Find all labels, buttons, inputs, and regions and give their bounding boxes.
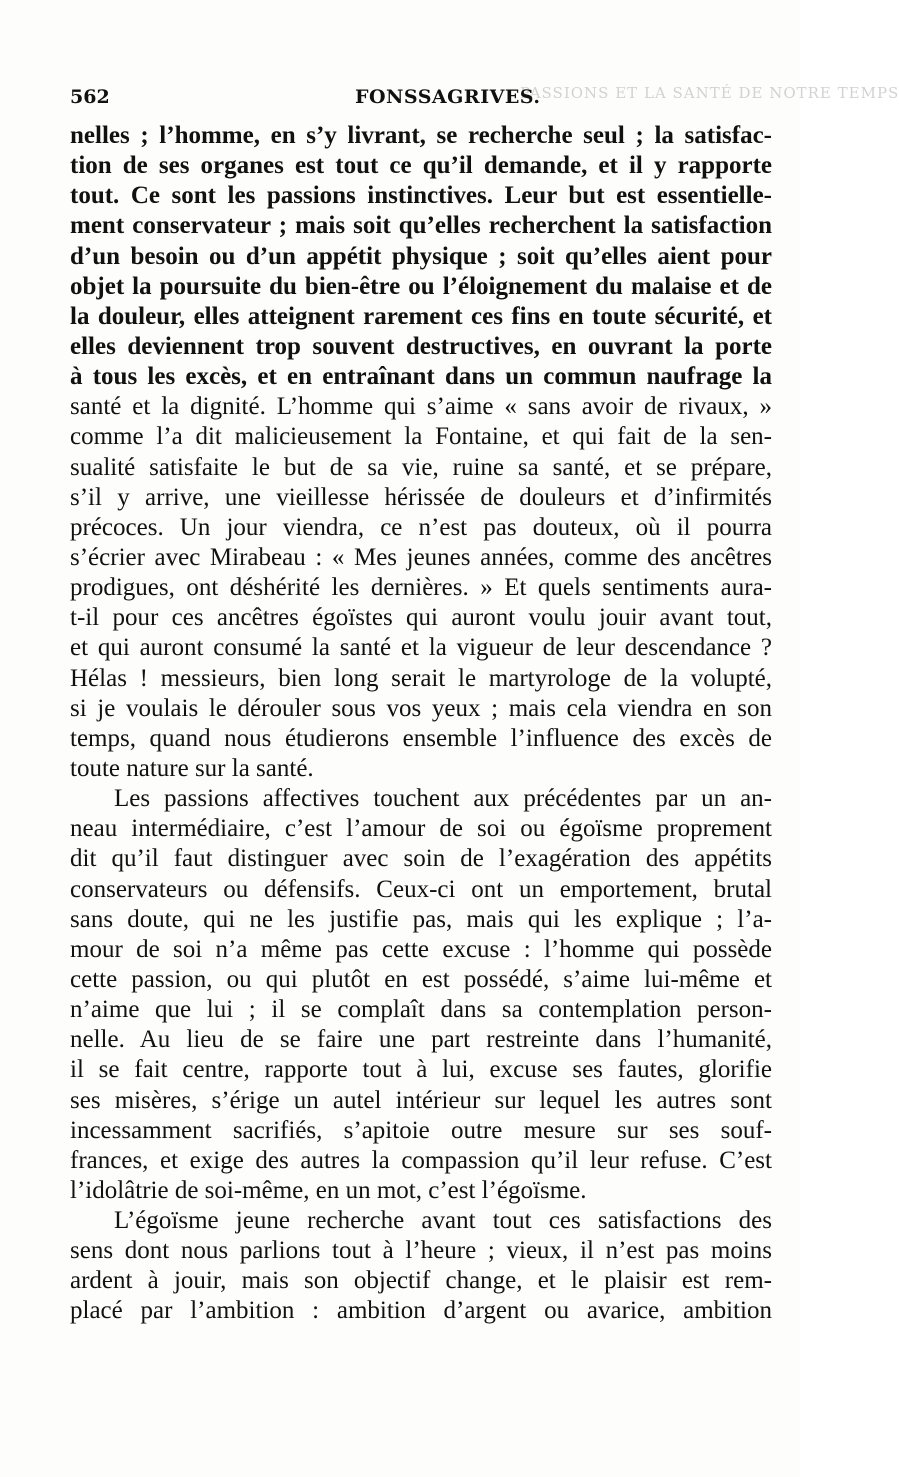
text-line: n’aime que lui ; il se complaît dans sa contemplation person-	[70, 996, 772, 1024]
text-line: temps, quand nous étudierons ensemble l’influence des excès de	[70, 724, 772, 752]
text-line: il se fait centre, rapporte tout à lui, excuse ses fautes, glorifie	[70, 1056, 772, 1084]
text-line: mour de soi n’a même pas cette excuse : l’homme qui possède	[70, 935, 772, 963]
text-line: s’il y arrive, une vieillesse hérissée de douleurs et d’infirmités	[70, 483, 772, 511]
text-line: t-il pour ces ancêtres égoïstes qui auront voulu jouir avant tout,	[70, 604, 772, 632]
text-line: frances, et exige des autres la compassion qu’il leur refuse. C’est	[70, 1146, 772, 1174]
text-line: santé et la dignité. L’homme qui s’aime « sans avoir de rivaux, »	[70, 393, 772, 421]
text-line: dit qu’il faut distinguer avec soin de l’exagération des appétits	[70, 845, 772, 873]
text-line: nelle. Au lieu de se faire une part restreinte dans l’humanité,	[70, 1026, 772, 1054]
text-line: nelles ; l’homme, en s’y livrant, se recherche seul ; la satisfac-	[70, 122, 772, 149]
text-line: sans doute, qui ne les justifie pas, mais qui les explique ; l’a-	[70, 905, 772, 933]
paragraph-start-line: L’égoïsme jeune recherche avant tout ces satisfactions des	[114, 1207, 772, 1235]
text-line: prodigues, ont déshérité les dernières. » Et quels sentiments aura-	[70, 574, 772, 602]
bleed-through-text: PASSIONS ET LA SANTÉ DE NOTRE TEMPS	[520, 84, 899, 102]
text-line: conservateurs ou défensifs. Ceux-ci ont un emportement, brutal	[70, 875, 772, 903]
text-line: ses misères, s’érige un autel intérieur sur lequel les autres sont	[70, 1086, 772, 1114]
text-line: sens dont nous parlions tout à l’heure ; vieux, il n’est pas moins	[70, 1237, 772, 1265]
text-line: incessamment sacrifiés, s’apitoie outre mesure sur ses souf-	[70, 1116, 772, 1144]
text-line: à tous les excès, et en entraînant dans un commun naufrage la	[70, 363, 772, 391]
text-line: précoces. Un jour viendra, ce n’est pas douteux, où il pourra	[70, 513, 772, 541]
text-line: d’un besoin ou d’un appétit physique ; soit qu’elles aient pour	[70, 242, 772, 270]
text-line: elles deviennent trop souvent destructives, en ouvrant la porte	[70, 332, 772, 360]
text-line: cette passion, ou qui plutôt en est possédé, s’aime lui-même et	[70, 965, 772, 993]
text-line: la douleur, elles atteignent rarement ces fins en toute sécurité, et	[70, 302, 772, 330]
text-line: si je voulais le dérouler sous vos yeux ; mais cela viendra en son	[70, 694, 772, 722]
page-number: 562	[70, 86, 110, 108]
page-header	[70, 86, 770, 116]
text-line: s’écrier avec Mirabeau : « Mes jeunes années, comme des ancêtres	[70, 543, 772, 571]
text-line: placé par l’ambition : ambition d’argent ou avarice, ambition	[70, 1297, 772, 1325]
text-line: neau intermédiaire, c’est l’amour de soi ou égoïsme proprement	[70, 815, 772, 843]
paragraph-end-line: l’idolâtrie de soi-même, en un mot, c’est l’égoïsme.	[70, 1176, 587, 1204]
text-line: sualité satisfaite le but de sa vie, ruine sa santé, et se prépare,	[70, 453, 772, 481]
paragraph-end-line: toute nature sur la santé.	[70, 754, 314, 782]
text-line: ment conservateur ; mais soit qu’elles recherchent la satisfaction	[70, 212, 772, 240]
text-line: Hélas ! messieurs, bien long serait le martyrologe de la volupté,	[70, 664, 772, 692]
text-line: ardent à jouir, mais son objectif change, et le plaisir est rem-	[70, 1267, 772, 1295]
body-text	[70, 121, 772, 1327]
text-line: objet la poursuite du bien-être ou l’éloignement du malaise et de	[70, 272, 772, 300]
paragraph-start-line: Les passions affectives touchent aux précédentes par un an-	[114, 785, 772, 813]
text-line: tion de ses organes est tout ce qu’il demande, et il y rapporte	[70, 152, 772, 180]
running-head: FONSSAGRIVES.	[355, 86, 541, 108]
text-line: tout. Ce sont les passions instinctives. Leur but est essentielle-	[70, 182, 772, 210]
text-line: comme l’a dit malicieusement la Fontaine, et qui fait de la sen-	[70, 423, 772, 451]
text-line: et qui auront consumé la santé et la vigueur de leur descendance ?	[70, 634, 772, 662]
